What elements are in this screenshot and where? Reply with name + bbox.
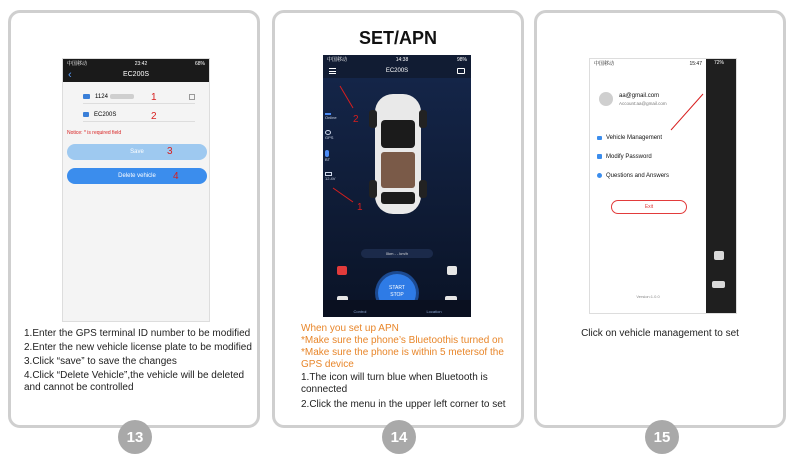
tab-location[interactable]: Location (426, 309, 442, 314)
scan-icon[interactable] (189, 94, 195, 100)
user-account: Account:aa@gmail.com (619, 101, 667, 106)
instructions-14: 1.The icon will turn blue when Bluetooth is connected 2.Click the menu in the upper left corner to set (301, 372, 506, 410)
lock-button[interactable] (337, 266, 347, 275)
plate-icon (83, 112, 89, 117)
tab-control[interactable]: Control (353, 309, 367, 314)
instructions-13: 1.Enter the GPS terminal ID number to be modified 2.Enter the new vehicle license plate to be modified 3.Click “save” to save the changes 4.Click “Delete Vehicle”,the vehicle will be deleted and cannot be controlled (24, 328, 252, 393)
plate-field[interactable] (83, 108, 195, 122)
bottom-nav (323, 300, 471, 317)
car-icon (597, 136, 602, 140)
instructions-15: Click on vehicle management to set (581, 328, 739, 339)
gps-id-field[interactable] (83, 90, 195, 104)
step-badge-14: 14 (382, 420, 416, 454)
menu-modify-password[interactable]: Modify Password (590, 147, 706, 166)
delete-vehicle-button[interactable]: Delete vehicle (67, 168, 207, 184)
status-battery: 72% (714, 60, 725, 66)
marker-3: 3 (167, 146, 173, 157)
status-carrier: 中国移动 (67, 61, 88, 67)
marker-1: 1 (151, 92, 157, 103)
apn-notes: When you set up APN *Make sure the phone’s Bluetoothis turned on *Make sure the phone is within 5 metersof the GPS device (301, 323, 504, 370)
side-status: Online GPS BT 12.4V (325, 110, 337, 182)
exit-button[interactable]: Exit (611, 200, 687, 214)
phone-screen-13 (62, 58, 210, 322)
gps-id-value: 1124 (95, 93, 108, 100)
required-notice: Notice: * is required field (67, 130, 122, 136)
menu-vehicle-management[interactable]: Vehicle Management (590, 128, 706, 147)
step-badge-15: 15 (645, 420, 679, 454)
save-button[interactable]: Save (67, 144, 207, 160)
annotation-arrow-15 (665, 88, 725, 138)
main-area (323, 78, 471, 317)
status-time: 23:42 (134, 60, 148, 67)
lock-icon (597, 154, 602, 159)
marker-1: 1 (357, 202, 363, 213)
menu-icon[interactable] (329, 68, 336, 74)
message-icon[interactable] (457, 68, 465, 74)
menu-questions-answers[interactable]: Questions and Answers (590, 166, 706, 185)
user-email: aa@gmail.com (619, 93, 660, 99)
drawer-lock-icon (714, 251, 724, 260)
marker-4: 4 (173, 171, 179, 182)
plate-value: EC200S (94, 111, 117, 118)
speed-readout: 0km - - km/h (361, 249, 433, 258)
page-title: EC200S (385, 68, 409, 74)
step-badge-13: 13 (118, 420, 152, 454)
phone-screen-14: 中国移动 14:38 98% EC200S Online GPS BT 12.4V 1 2 0km - - km/h START STOP (323, 55, 471, 317)
phone-screen-15: 中国移动 15:47 aa@gmail.com Account:aa@gmail.com Vehicle Management Modify Password Questions and Answers Exit Version:1.0.0 72% (589, 58, 737, 314)
marker-2: 2 (151, 111, 157, 122)
status-battery: 68% (194, 60, 205, 67)
start-stop-button[interactable]: START STOP (378, 274, 416, 312)
page-title: EC200S (122, 71, 150, 78)
panel-heading: SET/APN (358, 28, 437, 48)
blurred-digits (110, 94, 134, 99)
question-icon (597, 173, 602, 178)
version-label: Version:1.0.0 (636, 294, 660, 299)
drawer-car-icon (712, 281, 725, 288)
unlock-button[interactable] (447, 266, 457, 275)
back-button[interactable]: ‹ (68, 69, 72, 81)
marker-2: 2 (353, 114, 359, 125)
id-card-icon (83, 94, 90, 99)
avatar (599, 92, 613, 106)
